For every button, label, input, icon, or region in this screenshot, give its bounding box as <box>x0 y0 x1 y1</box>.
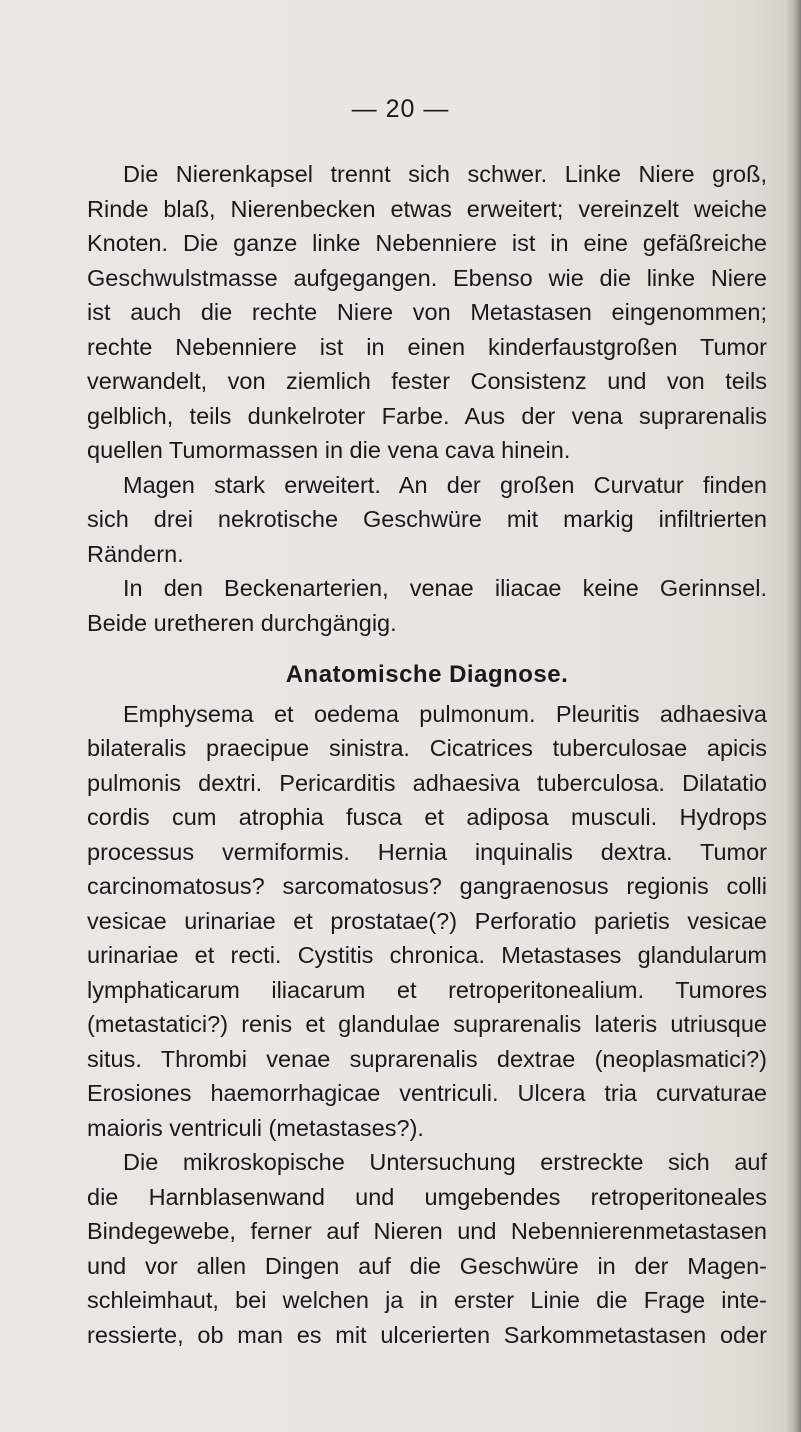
text-line: lymphaticarum iliacarum et retroperitonealium. Tumores <box>87 976 767 1003</box>
text-line: ressierte, ob man es mit ulcerierten Sarkommetastasen oder <box>87 1321 767 1348</box>
text-line: carcinomatosus? sarcomatosus? gangraenosus regionis colli <box>87 873 767 899</box>
page-number: — 20 — <box>351 95 450 123</box>
text-line: verwandelt, von ziemlich fester Consistenz und von teils <box>87 368 767 394</box>
text-line: cordis cum atrophia fusca et adiposa musculi. Hydrops <box>87 804 767 830</box>
body-text <box>87 157 767 1352</box>
text-line: processus vermiformis. Hernia inquinalis dextra. Tumor <box>87 838 767 865</box>
text-line: schleimhaut, bei welchen ja in erster Linie die Frage inte- <box>87 1287 767 1313</box>
text-line: rechte Nebenniere ist in einen kinderfaustgroßen Tumor <box>87 333 767 360</box>
text-line: ist auch die rechte Niere von Metastasen eingenommen; <box>87 299 767 325</box>
text-line: situs. Thrombi venae suprarenalis dextrae (neoplasmatici?) <box>87 1045 767 1072</box>
text-line: Rinde blaß, Nierenbecken etwas erweitert; vereinzelt weiche <box>87 195 767 222</box>
text-line: In den Beckenarterien, venae iliacae keine Gerinnsel. <box>123 575 767 601</box>
section-heading: Anatomische Diagnose. <box>285 661 569 688</box>
text-line: Knoten. Die ganze linke Nebenniere ist in eine gefäßreiche <box>87 230 767 256</box>
text-line: pulmonis dextri. Pericarditis adhaesiva tuberculosa. Dilatatio <box>87 769 767 796</box>
text-line: sich drei nekrotische Geschwüre mit markig infiltrierten <box>87 506 767 532</box>
text-line: und vor allen Dingen auf die Geschwüre in der Magen- <box>87 1252 767 1279</box>
text-line: gelblich, teils dunkelroter Farbe. Aus der vena suprarenalis <box>87 402 767 429</box>
text-line: Die mikroskopische Untersuchung erstreckte sich auf <box>123 1149 767 1175</box>
text-line: (metastatici?) renis et glandulae suprarenalis lateris utriusque <box>87 1011 767 1037</box>
text-line: Beide uretheren durchgängig. <box>87 609 397 636</box>
text-line: urinariae et recti. Cystitis chronica. Metastases glandularum <box>87 942 767 968</box>
text-line: Bindegewebe, ferner auf Nieren und Nebennierenmetastasen <box>87 1218 767 1244</box>
text-line: maioris ventriculi (metastases?). <box>87 1114 424 1141</box>
text-line: Erosiones haemorrhagicae ventriculi. Ulcera tria curvaturae <box>87 1080 767 1106</box>
text-line: vesicae urinariae et prostatae(?) Perforatio parietis vesicae <box>87 907 767 934</box>
text-line: die Harnblasenwand und umgebendes retroperitoneales <box>87 1183 767 1210</box>
text-line: bilateralis praecipue sinistra. Cicatrices tuberculosae apicis <box>87 735 767 761</box>
text-line: Magen stark erweitert. An der großen Curvatur finden <box>123 471 767 498</box>
text-line: Rändern. <box>87 540 184 567</box>
text-line: Die Nierenkapsel trennt sich schwer. Linke Niere groß, <box>123 161 767 187</box>
text-line: quellen Tumormassen in die vena cava hinein. <box>87 437 571 463</box>
text-line: Emphysema et oedema pulmonum. Pleuritis adhaesiva <box>123 700 767 727</box>
text-line: Geschwulstmasse aufgegangen. Ebenso wie die linke Niere <box>87 264 767 291</box>
page-edge-shadow <box>785 0 801 1432</box>
